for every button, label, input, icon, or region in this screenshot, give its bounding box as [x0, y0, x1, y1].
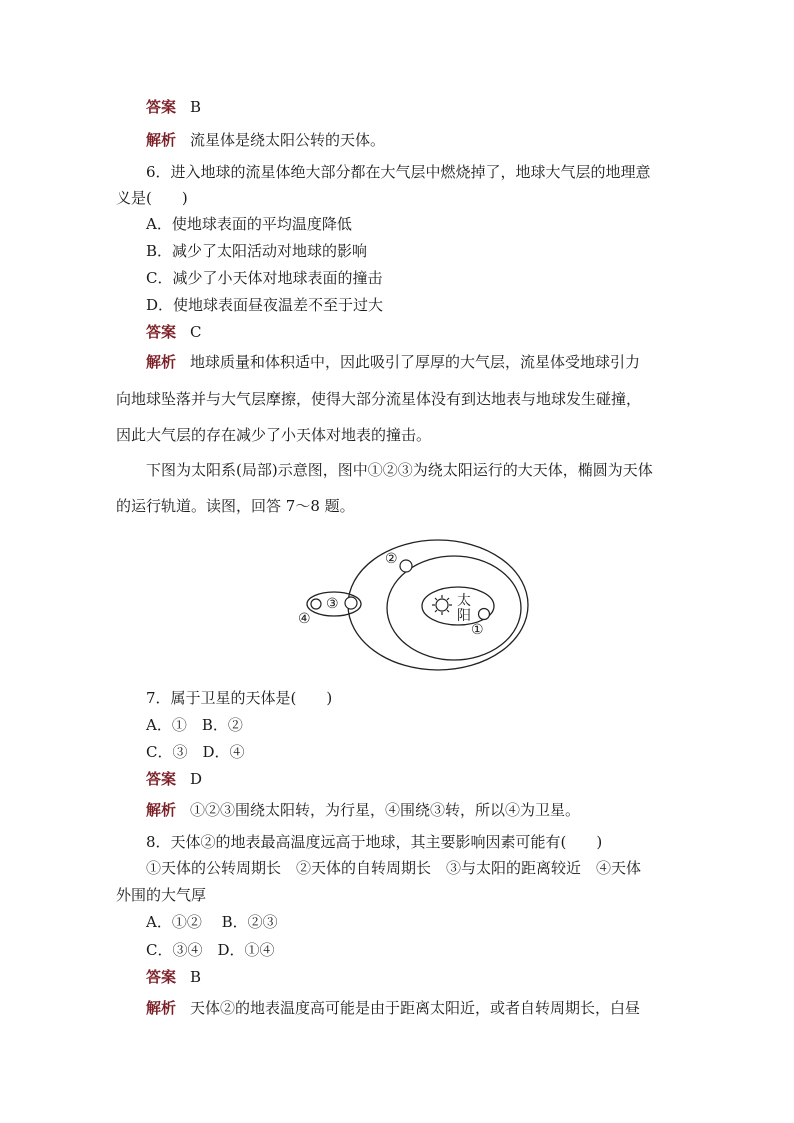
- q8-items-line1: ①天体的公转周期长 ②天体的自转周期长 ③与太阳的距离较近 ④天体: [146, 859, 642, 877]
- q5-answer-line: [146, 97, 201, 117]
- answer-value: C: [190, 323, 202, 341]
- intro-line2: 的运行轨道。读图，回答 7～8 题。: [116, 497, 355, 515]
- marker-3: ③: [326, 596, 339, 612]
- analysis-text: ①②③围绕太阳转，为行星，④围绕③转，所以④为卫星。: [190, 801, 581, 819]
- analysis-text: 流星体是绕太阳公转的天体。: [190, 131, 386, 149]
- analysis-label: 解析: [146, 353, 177, 371]
- q7-analysis-line: [146, 800, 580, 820]
- analysis-label: 解析: [146, 131, 177, 149]
- sun-label-2: 阳: [457, 608, 471, 624]
- q8-options-line1: A．①② B．②③: [146, 913, 278, 931]
- q6-analysis-line1: [146, 352, 640, 372]
- analysis-text: 地球质量和体积适中，因此吸引了厚厚的大气层，流星体受地球引力: [190, 353, 641, 371]
- outer-orbit: [348, 540, 528, 670]
- planet-2-icon: [400, 560, 412, 572]
- analysis-text: 天体②的地表温度高可能是由于距离太阳近，或者自转周期长，白昼: [190, 999, 641, 1017]
- q7-stem: 7．属于卫星的天体是( ): [146, 689, 333, 707]
- q8-answer-line: [146, 967, 201, 987]
- q8-options-line2: C．③④ D．①④: [146, 941, 275, 959]
- q8-analysis-line: [146, 998, 640, 1018]
- q7-answer-line: [146, 769, 202, 789]
- answer-label: 答案: [146, 98, 177, 116]
- answer-value: D: [190, 770, 203, 788]
- sun-icon: [432, 595, 452, 615]
- q6-option-b: B．减少了太阳活动对地球的影响: [146, 242, 368, 260]
- planet-3-icon: [345, 597, 357, 609]
- planet-1-icon: [479, 609, 490, 620]
- analysis-label: 解析: [146, 801, 177, 819]
- q6-analysis-line3: 因此大气层的存在减少了小天体对地表的撞击。: [116, 426, 432, 444]
- intro-line1: 下图为太阳系(局部)示意图，图中①②③为绕太阳运行的大天体，椭圆为天体: [146, 461, 653, 479]
- q8-stem: 8．天体②的地表最高温度远高于地球，其主要影响因素可能有( ): [146, 833, 603, 851]
- marker-4: ④: [298, 611, 311, 627]
- answer-label: 答案: [146, 323, 177, 341]
- satellite-4-icon: [311, 599, 321, 609]
- solar-system-diagram: [290, 526, 536, 678]
- solar-system-svg: [290, 526, 536, 678]
- q7-options-line1: A．① B．②: [146, 716, 243, 734]
- answer-label: 答案: [146, 770, 177, 788]
- q6-option-c: C．减少了小天体对地球表面的撞击: [146, 269, 383, 287]
- analysis-label: 解析: [146, 999, 177, 1017]
- answer-label: 答案: [146, 968, 177, 986]
- q7-options-line2: C．③ D．④: [146, 743, 245, 761]
- q6-option-a: A．使地球表面的平均温度降低: [146, 215, 352, 233]
- answer-value: B: [190, 98, 202, 116]
- marker-2: ②: [385, 551, 398, 567]
- marker-1: ①: [471, 622, 484, 638]
- sun-label-1: 太: [457, 593, 471, 609]
- q6-analysis-line2: 向地球坠落并与大气层摩擦，使得大部分流星体没有到达地表与地球发生碰撞，: [116, 390, 642, 408]
- q6-answer-line: [146, 322, 202, 342]
- q6-stem-line2: 义是( ): [116, 189, 188, 207]
- answer-value: B: [190, 968, 202, 986]
- q6-option-d: D．使地球表面昼夜温差不至于过大: [146, 296, 384, 314]
- q8-items-line2: 外围的大气厚: [116, 886, 207, 904]
- q5-analysis-line: [146, 130, 385, 150]
- q6-stem-line1: 6．进入地球的流星体绝大部分都在大气层中燃烧掉了，地球大气层的地理意: [146, 163, 651, 181]
